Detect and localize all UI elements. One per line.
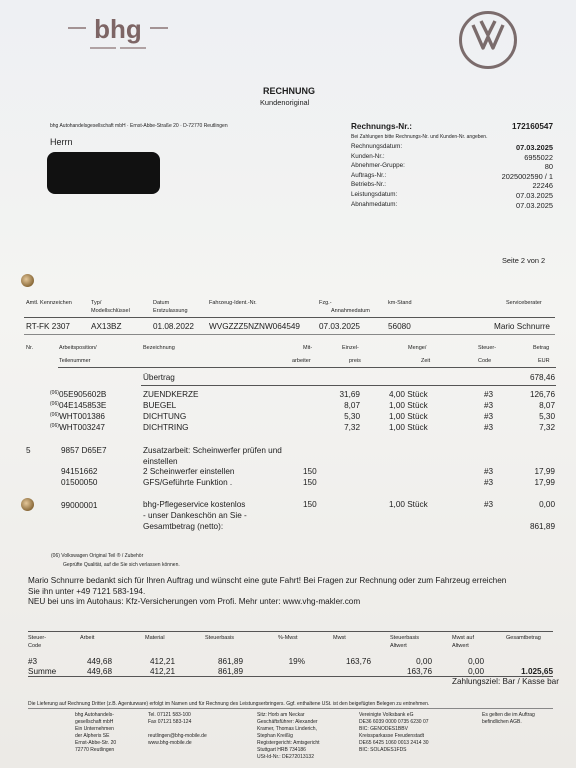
h-berater: Serviceberater: [506, 300, 542, 306]
summary-sum-cell: Summe: [28, 667, 57, 676]
footnote-1: (06) Volkswagen Original Teil ® / Zubehör: [51, 553, 144, 559]
footer-col1-line: Ernst-Abbe-Str. 20: [75, 740, 117, 746]
col-einzel2: preis: [349, 358, 361, 364]
uebertrag-value: 678,46: [529, 373, 555, 382]
pflege-desc1: bhg-Pflegeservice kostenlos: [143, 500, 246, 509]
divider: [28, 708, 553, 709]
invoice-field-label: Abnahmedatum:: [351, 200, 398, 208]
summary-header: Steuerbasis: [205, 635, 235, 641]
footer-col2-line: www.bhg-mobile.de: [148, 740, 192, 746]
col-menge2: Zeit: [421, 358, 431, 364]
zahlungsziel: Zahlungsziel: Bar / Kasse bar: [452, 677, 559, 686]
item-quantity: 4,00 Stück: [389, 390, 428, 399]
page-label: Seite 2 von 2: [502, 256, 546, 265]
pflege-amount: 0,00: [539, 500, 555, 509]
item-quantity: 1,00 Stück: [389, 412, 428, 421]
item-description: BUEGEL: [143, 401, 177, 410]
col-steuer2: Code: [478, 358, 492, 364]
summary-cell: 163,76: [345, 657, 371, 666]
item-amount: 126,76: [529, 390, 555, 399]
footer-col3-line: USt-Id-Nr.: DE272013132: [257, 754, 314, 760]
invoice-field-label: Betriebs-Nr.:: [351, 181, 386, 189]
invoice-field-value: 07.03.2025: [516, 191, 553, 200]
invoice-field-value: 6955022: [524, 152, 553, 162]
col-bez: Bezeichnung: [143, 345, 175, 351]
col-betrag2: EUR: [538, 358, 550, 364]
extra-row-amount: 17,99: [534, 467, 555, 476]
item-description: DICHTUNG: [143, 412, 187, 421]
divider: [58, 367, 556, 368]
disclaimer: Die Lieferung auf Rechnung Dritter (z.B. Agenturware) erfolgt im Namen und für Rechnung des Leistungserbringers. Ggf. enthaltene USt. ist den beigefügten Belegen zu entnehmen.: [28, 701, 430, 707]
h-datum: Datum: [153, 300, 170, 306]
footnote-2: Geprüfte Qualität, auf die Sie sich verlassen können.: [63, 562, 180, 568]
pflege-code: #3: [484, 500, 494, 509]
punch-hole: [21, 498, 34, 511]
invoice-field-label: Auftrags-Nr.:: [351, 171, 387, 179]
extra-desc2: einstellen: [143, 457, 178, 466]
v-kennzeichen: RT-FK 2307: [26, 322, 70, 331]
footer-col4-line: Vereinigte Volksbank eG: [359, 712, 414, 718]
footer-col4-line: BIC: SOLADES1FDS: [359, 747, 407, 753]
item-part-number: WHT003247: [59, 423, 105, 432]
invoice-no-label: Rechnungs-Nr.:: [351, 122, 412, 131]
total-netto-label: Gesamtbetrag (netto):: [143, 522, 224, 531]
item-description: ZUENDKERZE: [143, 390, 199, 399]
redacted-address: [47, 152, 160, 194]
extra-row-code: #3: [484, 478, 494, 487]
summary-sum-cell: 412,21: [149, 667, 175, 676]
item-unit-price: 7,32: [344, 423, 360, 432]
h-fzg: Fzg.-: [319, 300, 332, 306]
item-unit-price: 5,30: [344, 412, 360, 421]
divider: [28, 631, 553, 632]
invoice-field-value: 2025002590 / 1: [501, 171, 553, 181]
uebertrag-label: Übertrag: [143, 373, 175, 382]
h-typ2: Modellschlüssel: [91, 308, 130, 314]
message-line-1: Mario Schnurre bedankt sich für Ihren Auftrag und wünscht eine gute Fahrt! Bei Fragen zur Rechnung oder zum Fahrzeug erreichen: [28, 576, 507, 585]
h-fin: Fahrzeug-Ident.-Nr.: [209, 300, 257, 306]
footer-col3-line: Geschäftsführer: Alexander: [257, 719, 318, 725]
extra-row-desc: 2 Scheinwerfer einstellen: [143, 467, 235, 476]
recipient-salutation: Herrn: [50, 137, 73, 147]
summary-cell: 0,00: [468, 657, 484, 666]
item-tax-code: #3: [484, 390, 494, 399]
v-berater: Mario Schnurre: [494, 322, 550, 331]
item-tag: (06): [50, 423, 59, 429]
vw-logo-icon: [459, 11, 517, 69]
summary-cell: 449,68: [86, 657, 112, 666]
extra-desc1: Zusatzarbeit: Scheinwerfer prüfen und: [143, 446, 282, 455]
item-part-number: 05E905602B: [59, 390, 107, 399]
col-nr: Nr.: [26, 345, 34, 351]
item-tax-code: #3: [484, 423, 494, 432]
summary-header: %-Mwst: [278, 635, 298, 641]
total-netto-value: 861,89: [529, 522, 555, 531]
extra-row-worker: 150: [303, 478, 317, 487]
extra-nr: 5: [26, 446, 31, 455]
h-fzg2: Annahmedatum: [331, 308, 370, 314]
divider: [24, 334, 555, 335]
item-amount: 5,30: [539, 412, 555, 421]
footer-col1-line: 72770 Reutlingen: [75, 747, 115, 753]
footer-col4-line: DE65 6425 1060 0013 2414 30: [359, 740, 429, 746]
h-km: km-Stand: [388, 300, 412, 306]
divider: [24, 317, 555, 318]
item-tag: (06): [50, 401, 59, 407]
extra-row-part: 01500050: [61, 478, 98, 487]
extra-row-code: #3: [484, 467, 494, 476]
bhg-logo: [68, 14, 168, 54]
svg-text:bhg: bhg: [94, 14, 142, 44]
extra-row-worker: 150: [303, 467, 317, 476]
footer-col3-line: Sitz: Horb am Neckar: [257, 712, 305, 718]
extra-part: 9857 D65E7: [61, 446, 107, 455]
summary-cell: #3: [28, 657, 38, 666]
item-tag: (06): [50, 412, 59, 418]
pflege-part: 99000001: [61, 501, 98, 510]
v-datum: 01.08.2022: [153, 322, 194, 331]
item-tax-code: #3: [484, 412, 494, 421]
footer-col1-line: Ein Unternehmen: [75, 726, 114, 732]
item-part-number: WHT001386: [59, 412, 105, 421]
h-datum2: Erstzulassung: [153, 308, 188, 314]
invoice-field-label: Kunden-Nr.:: [351, 152, 385, 160]
summary-header-2: Code: [28, 643, 42, 649]
extra-row-amount: 17,99: [534, 478, 555, 487]
footer-col4-line: BIC: GENODES1BBV: [359, 726, 408, 732]
footer-col1-line: bhg Autohandels-: [75, 712, 114, 718]
divider: [141, 385, 556, 386]
pflege-worker: 150: [303, 500, 317, 509]
footer-col2-line: Tel. 07121 583-100: [148, 712, 191, 718]
footer-col1-line: der Alpheris SE: [75, 733, 110, 739]
col-betrag: Betrag: [533, 345, 550, 351]
item-amount: 7,32: [539, 423, 555, 432]
summary-header-2: Altwert: [452, 643, 469, 649]
item-description: DICHTRING: [143, 423, 189, 432]
h-kennzeichen: Amtl. Kennzeichen: [26, 300, 72, 306]
h-typ: Typ/: [91, 300, 102, 306]
summary-cell: 0,00: [416, 657, 432, 666]
invoice-field-value: 22246: [532, 181, 553, 191]
invoice-field-label: Rechnungsdatum:: [351, 143, 403, 150]
invoice-field-value: 07.03.2025: [516, 200, 553, 210]
pflege-qty: 1,00 Stück: [389, 500, 428, 509]
col-steuer: Steuer-: [478, 345, 497, 351]
footer-col4-line: Kreissparkasse Freudenstadt: [359, 733, 425, 739]
item-amount: 8,07: [539, 401, 555, 410]
col-mit: Mit-: [303, 345, 313, 351]
summary-header: Material: [145, 635, 165, 641]
summary-sum-cell: 861,89: [217, 667, 243, 676]
summary-cell: 19%: [288, 657, 305, 666]
footer-col2-line: reutlingen@bhg-mobile.de: [148, 733, 207, 739]
punch-hole: [21, 274, 34, 287]
invoice-field-value: 07.03.2025: [516, 143, 553, 152]
item-quantity: 1,00 Stück: [389, 423, 428, 432]
sender-line: bhg Autohandelsgesellschaft mbH · Ernst-Abbe-Straße 20 · D-72770 Reutlingen: [50, 123, 228, 129]
summary-header: Mwst: [333, 635, 346, 641]
col-pos2: Teilenummer: [59, 358, 91, 364]
invoice-no-value: 172160547: [512, 122, 553, 131]
summary-sum-cell: 449,68: [86, 667, 112, 676]
footer-col3-line: Registergericht: Amtsgericht: [257, 740, 320, 746]
message-line-2: Sie ihn unter +49 7121 583-194.: [28, 587, 146, 596]
doc-title: RECHNUNG: [263, 86, 316, 96]
summary-cell: 861,89: [217, 657, 243, 666]
footer-col3-line: Stephan Kreißig: [257, 733, 293, 739]
footer-col3-line: Stuttgart HRB 734186: [257, 747, 306, 753]
doc-subtitle: Kundenoriginal: [260, 98, 310, 107]
v-km: 56080: [388, 322, 411, 331]
item-part-number: 04E145853E: [59, 401, 107, 410]
footer-col5-line: befindlichen AGB.: [482, 719, 522, 725]
summary-header: Steuer-: [28, 635, 47, 641]
pflege-desc2: - unser Dankeschön an Sie -: [143, 511, 247, 520]
v-annahme: 07.03.2025: [319, 322, 360, 331]
col-menge: Menge/: [408, 345, 427, 351]
col-pos: Arbeitsposition/: [59, 345, 97, 351]
invoice-field-label: Leistungsdatum:: [351, 191, 398, 198]
extra-row-desc: GFS/Geführte Funktion .: [143, 478, 233, 487]
v-typ: AX13BZ: [91, 322, 122, 331]
v-fin: WVGZZZ5NZNW064549: [209, 322, 300, 331]
summary-header: Mwst auf: [452, 635, 475, 641]
item-quantity: 1,00 Stück: [389, 401, 428, 410]
footer-col1-line: gesellschaft mbH: [75, 719, 114, 725]
summary-sum-cell: 1.025,65: [521, 667, 553, 676]
footer-col3-line: Kramer, Thomas Linderich,: [257, 726, 317, 732]
footer-col2-line: Fax 07121 583-124: [148, 719, 192, 725]
invoice-field-label: Abnehmer-Gruppe:: [351, 162, 405, 170]
summary-header: Arbeit: [80, 635, 95, 641]
summary-header-2: Altwert: [390, 643, 407, 649]
col-mit2: arbeiter: [292, 358, 311, 364]
footer-col4-line: DE36 6039 0000 0735 6230 07: [359, 719, 429, 725]
item-tag: (06): [50, 390, 59, 396]
summary-sum-cell: 0,00: [468, 667, 484, 676]
footer-col5-line: Es gelten die im Auftrag: [482, 712, 535, 718]
summary-header: Steuerbasis: [390, 635, 420, 641]
item-unit-price: 8,07: [344, 401, 360, 410]
col-einzel: Einzel-: [342, 345, 359, 351]
item-unit-price: 31,69: [339, 390, 360, 399]
extra-row-part: 94151662: [61, 467, 98, 476]
summary-header: Gesamtbetrag: [506, 635, 541, 641]
invoice-note: Bei Zahlungen bitte Rechnungs-Nr. und Kunden-Nr. angeben.: [351, 134, 488, 140]
summary-sum-cell: 163,76: [406, 667, 432, 676]
message-line-3: NEU bei uns im Autohaus: Kfz-Versicherungen vom Profi. Mehr unter: www.vhg-makler.com: [28, 597, 361, 606]
summary-cell: 412,21: [149, 657, 175, 666]
invoice-field-value: 80: [544, 162, 553, 172]
item-tax-code: #3: [484, 401, 494, 410]
